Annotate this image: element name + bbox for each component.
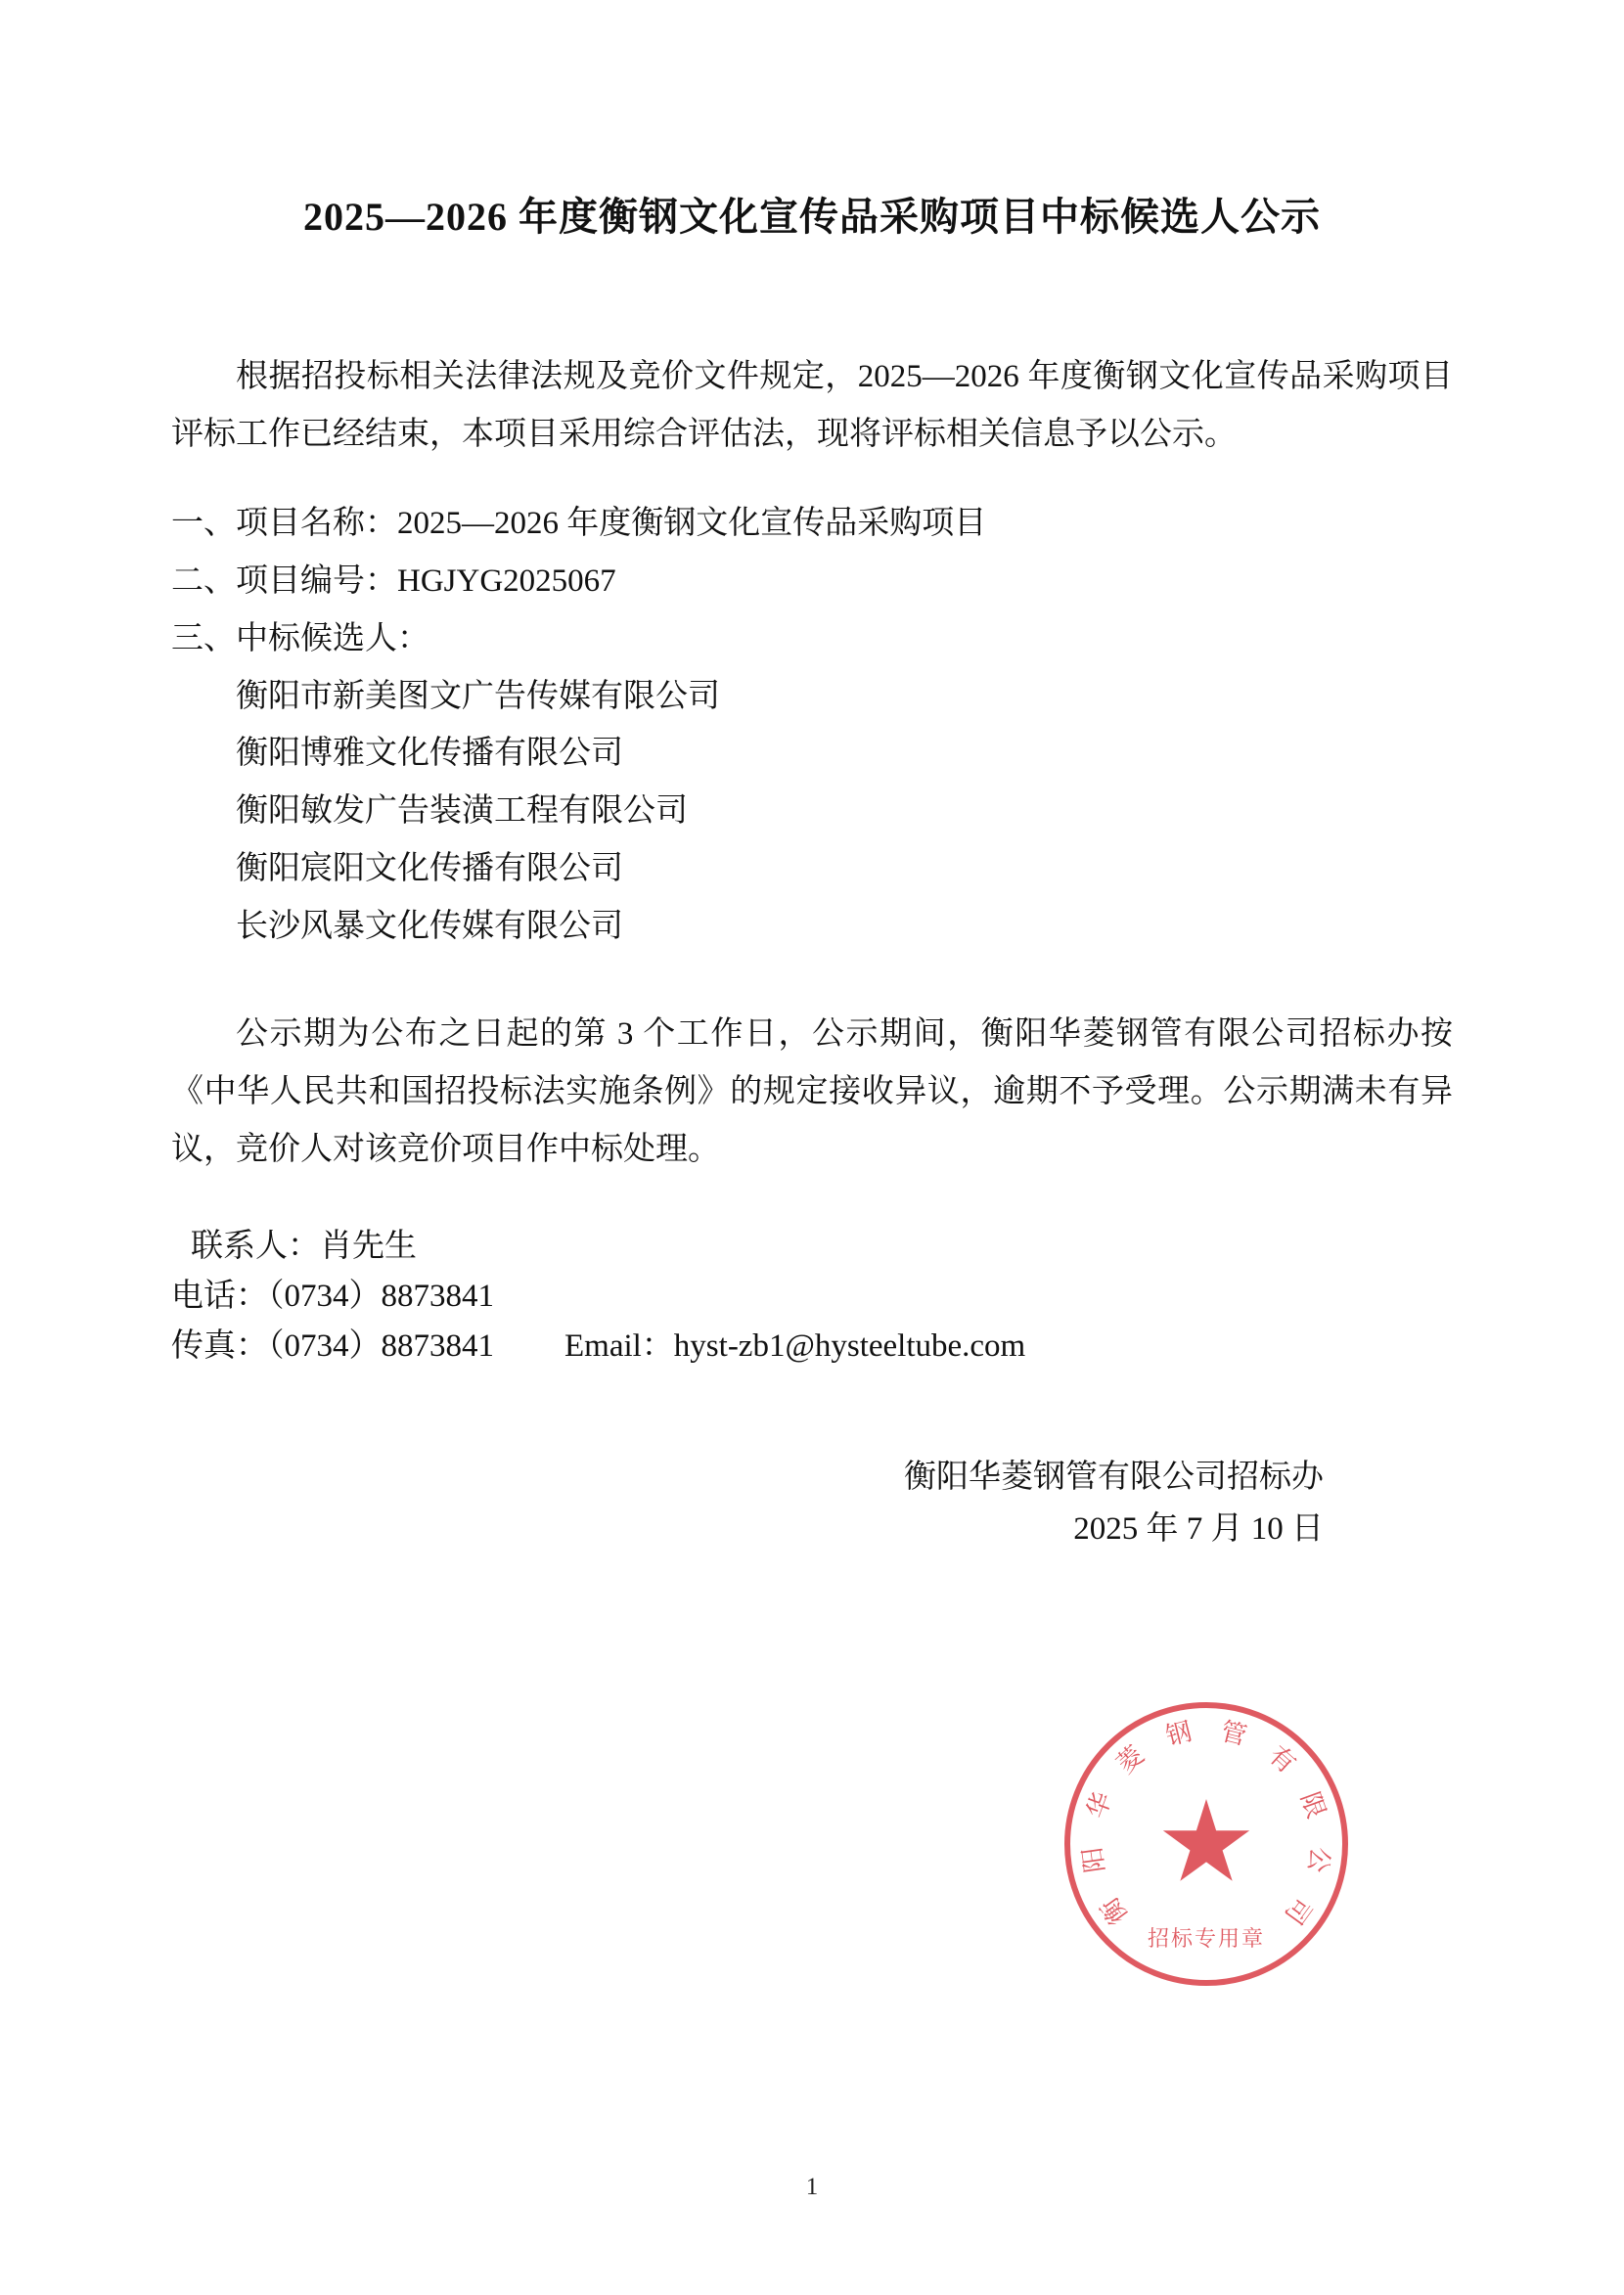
intro-paragraph: 根据招投标相关法律法规及竞价文件规定，2025—2026 年度衡钢文化宣传品采购项目评标工作已经结束，本项目采用综合评估法，现将评标相关信息予以公示。 xyxy=(171,359,1453,452)
contact-fax-email xyxy=(171,1322,1453,1372)
seal-bottom-text: 招标专用章 xyxy=(1147,1926,1265,1951)
item-project-name: 一、项目名称：2025—2026 年度衡钢文化宣传品采购项目 xyxy=(171,506,987,542)
document-body xyxy=(171,0,1453,2295)
item-candidates-heading: 三、中标候选人： xyxy=(171,620,429,656)
contact-email: Email：hyst-zb1@hysteeltube.com xyxy=(564,1328,1026,1364)
list-item: 衡阳宸阳文化传播有限公司 xyxy=(236,850,623,886)
seal-top-text: 衡 阳 华 菱 钢 管 有 限 公 司 xyxy=(1077,1717,1335,1930)
signature-org: 衡阳华菱钢管有限公司招标办 xyxy=(904,1459,1324,1495)
page-number: 1 xyxy=(805,2174,819,2200)
signature-block xyxy=(171,1452,1453,1556)
contact-fax: 传真：（0734）8873841 xyxy=(171,1328,494,1364)
contact-phone: 电话：（0734）8873841 xyxy=(171,1278,494,1314)
list-item: 衡阳博雅文化传播有限公司 xyxy=(236,736,623,772)
list-item: 衡阳敏发广告装潢工程有限公司 xyxy=(236,793,688,830)
item-list xyxy=(171,495,1453,667)
list-item: 衡阳市新美图文广告传媒有限公司 xyxy=(236,678,720,714)
signature-date: 2025 年 7 月 10 日 xyxy=(1073,1511,1324,1548)
notice-paragraph: 公示期为公布之日起的第 3 个工作日，公示期间，衡阳华菱钢管有限公司招标办按《中华人民共和国招投标法实施条例》的规定接收异议，逾期不予受理。公示期满未有异议，竞价人对该竞价项目作中标处理。 xyxy=(171,1016,1453,1167)
list-item: 长沙风暴文化传媒有限公司 xyxy=(236,908,623,944)
candidate-list xyxy=(171,668,1453,956)
contact-block xyxy=(171,1222,1453,1372)
contact-person: 联系人：肖先生 xyxy=(191,1228,417,1264)
page-title: 2025—2026 年度衡钢文化宣传品采购项目中标候选人公示 xyxy=(303,195,1321,239)
item-project-number: 二、项目编号：HGJYG2025067 xyxy=(171,563,616,600)
